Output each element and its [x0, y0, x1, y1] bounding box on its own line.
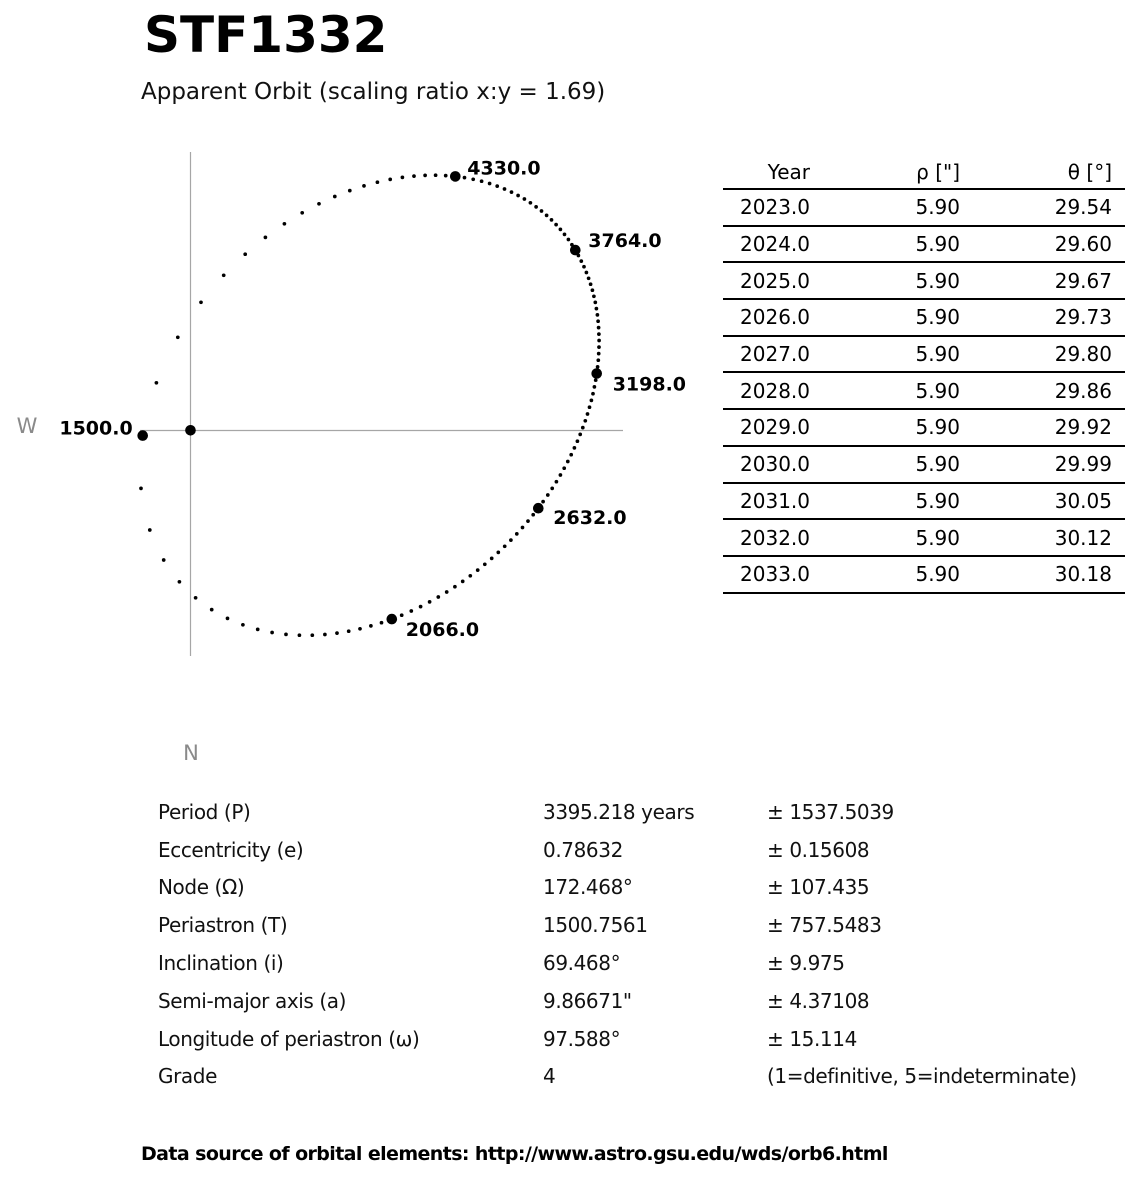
element-label: Inclination (i)	[158, 951, 284, 976]
orbit-dot	[597, 352, 601, 356]
orbit-dot	[516, 194, 520, 198]
orbit-dot	[597, 345, 601, 349]
table-cell: 29.54	[1054, 195, 1112, 220]
orbit-dot	[588, 405, 592, 409]
orbit-dot	[434, 173, 438, 177]
orbit-dot	[300, 211, 304, 215]
element-row	[158, 906, 1077, 944]
orbit-dot	[333, 195, 337, 199]
orbit-dot	[529, 201, 533, 205]
orbit-dot	[578, 433, 582, 437]
orbit-dot	[488, 182, 492, 186]
element-row	[158, 944, 1077, 982]
orbit-dot	[590, 399, 594, 403]
orbit-dot	[594, 378, 598, 382]
orbit-dot	[210, 608, 214, 612]
orbit-dot	[546, 493, 550, 497]
table-row	[723, 520, 1125, 557]
epoch-dot	[387, 614, 398, 625]
orbit-dot	[401, 176, 405, 180]
orbit-dot	[476, 568, 480, 572]
orbit-dot	[256, 628, 260, 632]
table-cell: 5.90	[915, 232, 960, 257]
ephemeris-table-body	[723, 190, 1125, 594]
orbit-dot	[570, 243, 574, 247]
orbit-dot	[586, 412, 590, 416]
orbit-dot	[559, 228, 563, 232]
orbit-dot	[162, 558, 166, 562]
table-cell: 5.90	[915, 342, 960, 367]
orbital-elements-list	[158, 793, 1077, 1095]
element-row	[158, 1020, 1077, 1058]
epoch-label: 2066.0	[405, 619, 480, 642]
orbit-dot	[461, 580, 465, 584]
orbit-dot	[409, 609, 413, 613]
orbit-dot	[521, 526, 525, 530]
table-cell: 5.90	[915, 525, 960, 550]
orbit-dot	[317, 202, 321, 206]
element-row	[158, 793, 1077, 831]
orbit-dot	[526, 519, 530, 523]
element-label: Semi-major axis (a)	[158, 988, 347, 1013]
orbit-dot	[585, 271, 589, 275]
column-header-theta: θ [°]	[1067, 159, 1112, 184]
table-cell: 2031.0	[740, 488, 810, 513]
orbit-dot	[545, 214, 549, 218]
epoch-label: 3764.0	[588, 230, 662, 253]
table-cell: 29.92	[1054, 415, 1112, 440]
orbit-dot	[335, 631, 339, 635]
table-cell: 5.90	[915, 415, 960, 440]
orbit-dot	[503, 187, 507, 191]
orbit-dot	[591, 288, 595, 292]
table-cell: 30.05	[1054, 488, 1112, 513]
chart-subtitle: Apparent Orbit (scaling ratio x:y = 1.69)	[141, 79, 606, 105]
orbit-dot	[589, 282, 593, 286]
orbit-dot	[155, 381, 159, 385]
column-header-year: Year	[767, 159, 810, 184]
orbit-dot	[550, 487, 554, 491]
page-title: STF1332	[144, 6, 388, 64]
table-cell: 5.90	[915, 378, 960, 403]
element-label: Longitude of periastron (ω)	[158, 1026, 420, 1051]
north-compass-label: N	[183, 741, 199, 765]
orbit-dot	[583, 419, 587, 423]
orbit-dot	[468, 574, 472, 578]
table-row	[723, 373, 1125, 410]
orbit-dot	[380, 621, 384, 625]
orbit-dot	[428, 600, 432, 604]
orbit-dot	[496, 551, 500, 555]
table-cell: 2032.0	[740, 525, 810, 550]
orbit-dot	[453, 585, 457, 589]
orbit-dot	[596, 358, 600, 362]
table-cell: 5.90	[915, 305, 960, 330]
element-error: ± 4.37108	[767, 988, 870, 1013]
element-row	[158, 831, 1077, 869]
element-label: Node (Ω)	[158, 875, 245, 900]
table-row	[723, 337, 1125, 374]
table-cell: 2026.0	[740, 305, 810, 330]
element-value: 97.588°	[543, 1026, 621, 1051]
orbit-dot	[444, 174, 448, 178]
orbit-dot	[176, 335, 180, 339]
orbit-dot	[445, 590, 449, 594]
ephemeris-header-row	[723, 155, 1125, 190]
orbit-dot	[597, 326, 601, 330]
orbit-dot	[463, 176, 467, 180]
table-row	[723, 484, 1125, 521]
element-label: Period (P)	[158, 799, 251, 824]
table-cell: 29.80	[1054, 342, 1112, 367]
orbit-dot	[554, 223, 558, 227]
orbit-dot	[581, 426, 585, 430]
orbit-dot	[597, 332, 601, 336]
orbit-dot	[566, 460, 570, 464]
orbit-dot	[597, 339, 601, 343]
epoch-label: 4330.0	[467, 157, 541, 180]
orbit-dot	[523, 197, 527, 201]
element-value: 69.468°	[543, 951, 621, 976]
table-cell: 30.18	[1054, 562, 1112, 587]
orbit-dot	[567, 238, 571, 242]
table-cell: 29.86	[1054, 378, 1112, 403]
table-cell: 29.67	[1054, 268, 1112, 293]
orbit-dot	[419, 605, 423, 609]
orbit-dot	[515, 532, 519, 536]
epoch-label: 2632.0	[553, 507, 627, 530]
epoch-dot	[450, 171, 461, 182]
element-error: (1=definitive, 5=indeterminate)	[767, 1064, 1077, 1089]
orbit-dot	[582, 265, 586, 269]
orbit-dot	[376, 180, 380, 184]
orbit-dot	[534, 205, 538, 209]
table-cell: 2029.0	[740, 415, 810, 440]
table-cell: 29.60	[1054, 232, 1112, 257]
orbit-dot	[596, 365, 600, 369]
orbit-dot	[541, 500, 545, 504]
table-cell: 2025.0	[740, 268, 810, 293]
orbit-dot	[595, 307, 599, 311]
orbit-dot	[199, 300, 203, 304]
orbit-dot	[540, 209, 544, 213]
orbit-dot	[270, 631, 274, 635]
orbit-dot	[562, 466, 566, 470]
orbit-dot	[369, 624, 373, 628]
table-cell: 2030.0	[740, 452, 810, 477]
element-label: Eccentricity (e)	[158, 837, 304, 862]
orbit-dot	[579, 259, 583, 263]
table-row	[723, 190, 1125, 227]
element-error: ± 9.975	[767, 951, 845, 976]
orbit-dot	[569, 453, 573, 457]
epoch-dot	[137, 430, 148, 441]
orbit-dot	[178, 580, 182, 584]
orbit-dot	[509, 538, 513, 542]
table-row	[723, 300, 1125, 337]
epoch-dot	[591, 368, 602, 379]
orbit-dot	[576, 439, 580, 443]
element-error: ± 757.5483	[767, 913, 882, 938]
orbit-dot	[423, 174, 427, 178]
element-error: ± 15.114	[767, 1026, 857, 1051]
orbit-dot	[310, 633, 314, 637]
data-source-footer: Data source of orbital elements: http://www.astro.gsu.edu/wds/orb6.html	[141, 1143, 888, 1165]
table-row	[723, 410, 1125, 447]
orbit-dot	[139, 487, 143, 491]
orbit-dot	[241, 623, 245, 627]
orbit-dot	[593, 385, 597, 389]
ephemeris-table	[723, 155, 1125, 594]
table-cell: 5.90	[915, 452, 960, 477]
table-row	[723, 227, 1125, 264]
orbit-dot	[596, 313, 600, 317]
orbit-plot	[0, 140, 700, 780]
orbit-dot	[573, 446, 577, 450]
element-value: 9.86671"	[543, 988, 632, 1013]
orbit-dot	[148, 528, 152, 532]
element-label: Grade	[158, 1064, 217, 1089]
orbit-dot	[194, 596, 198, 600]
orbit-dot	[347, 629, 351, 633]
orbit-dot	[264, 236, 268, 240]
table-cell: 2028.0	[740, 378, 810, 403]
orbit-dot	[503, 544, 507, 548]
orbit-dot	[510, 190, 514, 194]
table-cell: 5.90	[915, 195, 960, 220]
orbit-dot	[298, 633, 302, 637]
table-row	[723, 447, 1125, 484]
primary-star-dot	[185, 425, 196, 436]
orbit-dot	[563, 233, 567, 237]
epoch-label: 3198.0	[612, 373, 687, 396]
element-error: ± 107.435	[767, 875, 870, 900]
element-error: ± 1537.5039	[767, 799, 894, 824]
orbit-dot	[490, 557, 494, 561]
orbit-dot	[555, 480, 559, 484]
table-cell: 2027.0	[740, 342, 810, 367]
element-row	[158, 982, 1077, 1020]
element-row	[158, 869, 1077, 907]
orbit-dot	[483, 562, 487, 566]
orbit-dot	[559, 473, 563, 477]
table-cell: 29.73	[1054, 305, 1112, 330]
table-cell: 29.99	[1054, 452, 1112, 477]
orbit-dot	[596, 319, 600, 323]
orbit-dot	[348, 189, 352, 193]
element-value: 1500.7561	[543, 913, 648, 938]
table-cell: 5.90	[915, 488, 960, 513]
column-header-rho: ρ ["]	[916, 159, 960, 184]
table-cell: 2024.0	[740, 232, 810, 257]
table-cell: 2023.0	[740, 195, 810, 220]
table-cell: 5.90	[915, 268, 960, 293]
orbit-dot	[388, 178, 392, 182]
element-value: 0.78632	[543, 837, 623, 862]
element-label: Periastron (T)	[158, 913, 288, 938]
table-row	[723, 557, 1125, 594]
orbit-dot	[412, 174, 416, 178]
orbit-dot	[283, 222, 287, 226]
epoch-label: 1500.0	[59, 417, 133, 440]
orbit-dot	[587, 276, 591, 280]
orbit-dot	[362, 184, 366, 188]
orbit-dot	[480, 179, 484, 183]
table-cell: 2033.0	[740, 562, 810, 587]
west-compass-label: W	[16, 414, 38, 438]
orbit-dot	[593, 301, 597, 305]
orbit-dot	[226, 617, 230, 621]
orbit-dot	[284, 633, 288, 637]
orbit-dot	[591, 392, 595, 396]
orbit-dot	[550, 218, 554, 222]
orbit-dot	[531, 513, 535, 517]
table-cell: 30.12	[1054, 525, 1112, 550]
orbit-dot	[323, 633, 327, 637]
orbit-dot	[222, 273, 226, 277]
orbit-dot	[436, 595, 440, 599]
element-value: 4	[543, 1064, 556, 1089]
orbit-dot	[495, 184, 499, 188]
orbit-dot	[243, 252, 247, 256]
element-row	[158, 1058, 1077, 1096]
orbit-dot	[358, 627, 362, 631]
orbit-dot	[592, 294, 596, 298]
table-row	[723, 263, 1125, 300]
element-error: ± 0.15608	[767, 837, 870, 862]
table-cell: 5.90	[915, 562, 960, 587]
element-value: 3395.218 years	[543, 799, 695, 824]
epoch-dot	[533, 503, 544, 514]
element-value: 172.468°	[543, 875, 633, 900]
orbit-dot	[400, 613, 404, 617]
